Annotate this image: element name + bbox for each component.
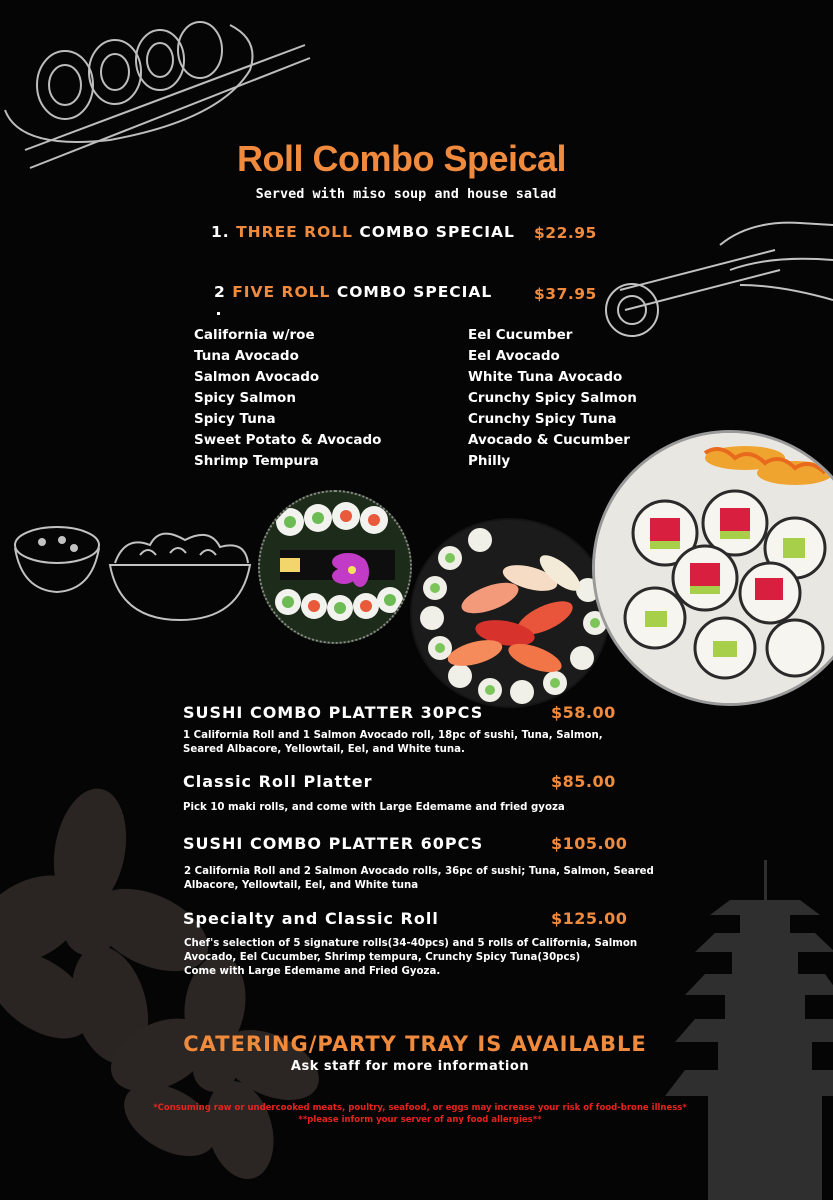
- allergy-disclaimer: *Consuming raw or undercooked meats, poultry, seafood, or eggs may increase your risk of food-brone illness* **please inform your server of any food allergies**: [153, 1103, 687, 1125]
- platter-description: Chef's selection of 5 signature rolls(34-40pcs) and 5 rolls of California, Salmon Avocado, Eel Cucumber, Shrimp tempura, Crunchy Spicy Tuna(30pcs) Come with Large Edemame and Fried Gyoza.: [184, 938, 638, 977]
- combo-highlight: FIVE ROLL: [232, 283, 331, 301]
- list-item: Crunchy Spicy Tuna: [468, 411, 617, 427]
- combo-number: 2: [214, 283, 226, 301]
- list-item: Eel Avocado: [468, 348, 560, 364]
- salad-bowl-sketch-icon: [100, 525, 260, 625]
- platter-price: $58.00: [551, 703, 616, 722]
- list-item: Salmon Avocado: [194, 369, 320, 385]
- platter-price: $85.00: [551, 772, 616, 791]
- list-item: Shrimp Tempura: [194, 453, 319, 469]
- cherry-blossom-icon: [100, 960, 330, 1200]
- platter-name: Classic Roll Platter: [183, 772, 373, 791]
- list-item: Avocado & Cucumber: [468, 432, 630, 448]
- page-title: Roll Combo Speical: [236, 138, 567, 179]
- list-item: California w/roe: [194, 327, 315, 343]
- list-item: Spicy Salmon: [194, 390, 296, 406]
- platter-description: 1 California Roll and 1 Salmon Avocado roll, 18pc of sushi, Tuna, Salmon, Seared Albacore, Yellowtail, Eel, and White tuna.: [183, 730, 603, 755]
- platter-name: SUSHI COMBO PLATTER 60PCS: [183, 834, 484, 853]
- platter-price: $105.00: [551, 834, 628, 853]
- combo-item-five-roll: [214, 283, 492, 301]
- pagoda-silhouette-icon: [660, 860, 833, 1200]
- list-item: Eel Cucumber: [468, 327, 573, 343]
- list-item: Spicy Tuna: [194, 411, 276, 427]
- list-item: Tuna Avocado: [194, 348, 299, 364]
- combo-number: 1.: [211, 223, 230, 241]
- combo-highlight: THREE ROLL: [236, 223, 354, 241]
- roll-list-left: [194, 325, 381, 472]
- catering-subtext: Ask staff for more information: [290, 1059, 530, 1074]
- miso-bowl-sketch-icon: [12, 520, 107, 600]
- platter-description: 2 California Roll and 2 Salmon Avocado rolls, 36pc of sushi; Tuna, Salmon, Seared Albacore, Yellowtail, Eel, and White tuna: [184, 866, 654, 891]
- list-item: Philly: [468, 453, 511, 469]
- combo-name: COMBO SPECIAL: [359, 223, 515, 241]
- combo-price: $22.95: [534, 224, 597, 242]
- bullet-dot: [217, 312, 220, 315]
- sushi-platter-photo: [258, 490, 412, 644]
- nigiri-platter-photo: [410, 518, 610, 708]
- platter-description: Pick 10 maki rolls, and come with Large Edemame and fried gyoza: [183, 802, 565, 813]
- combo-item-three-roll: [211, 223, 515, 241]
- page-subtitle: Served with miso soup and house salad: [255, 186, 557, 202]
- combo-price: $37.95: [534, 285, 597, 303]
- platter-name: Specialty and Classic Roll: [183, 909, 439, 928]
- combo-name: COMBO SPECIAL: [336, 283, 493, 301]
- roll-list-right: [468, 325, 637, 472]
- list-item: Sweet Potato & Avocado: [194, 432, 382, 448]
- list-item: Crunchy Spicy Salmon: [468, 390, 637, 406]
- catering-heading: CATERING/PARTY TRAY IS AVAILABLE: [183, 1032, 647, 1056]
- platter-name: SUSHI COMBO PLATTER 30PCS: [183, 703, 484, 722]
- list-item: White Tuna Avocado: [468, 369, 623, 385]
- platter-price: $125.00: [551, 909, 628, 928]
